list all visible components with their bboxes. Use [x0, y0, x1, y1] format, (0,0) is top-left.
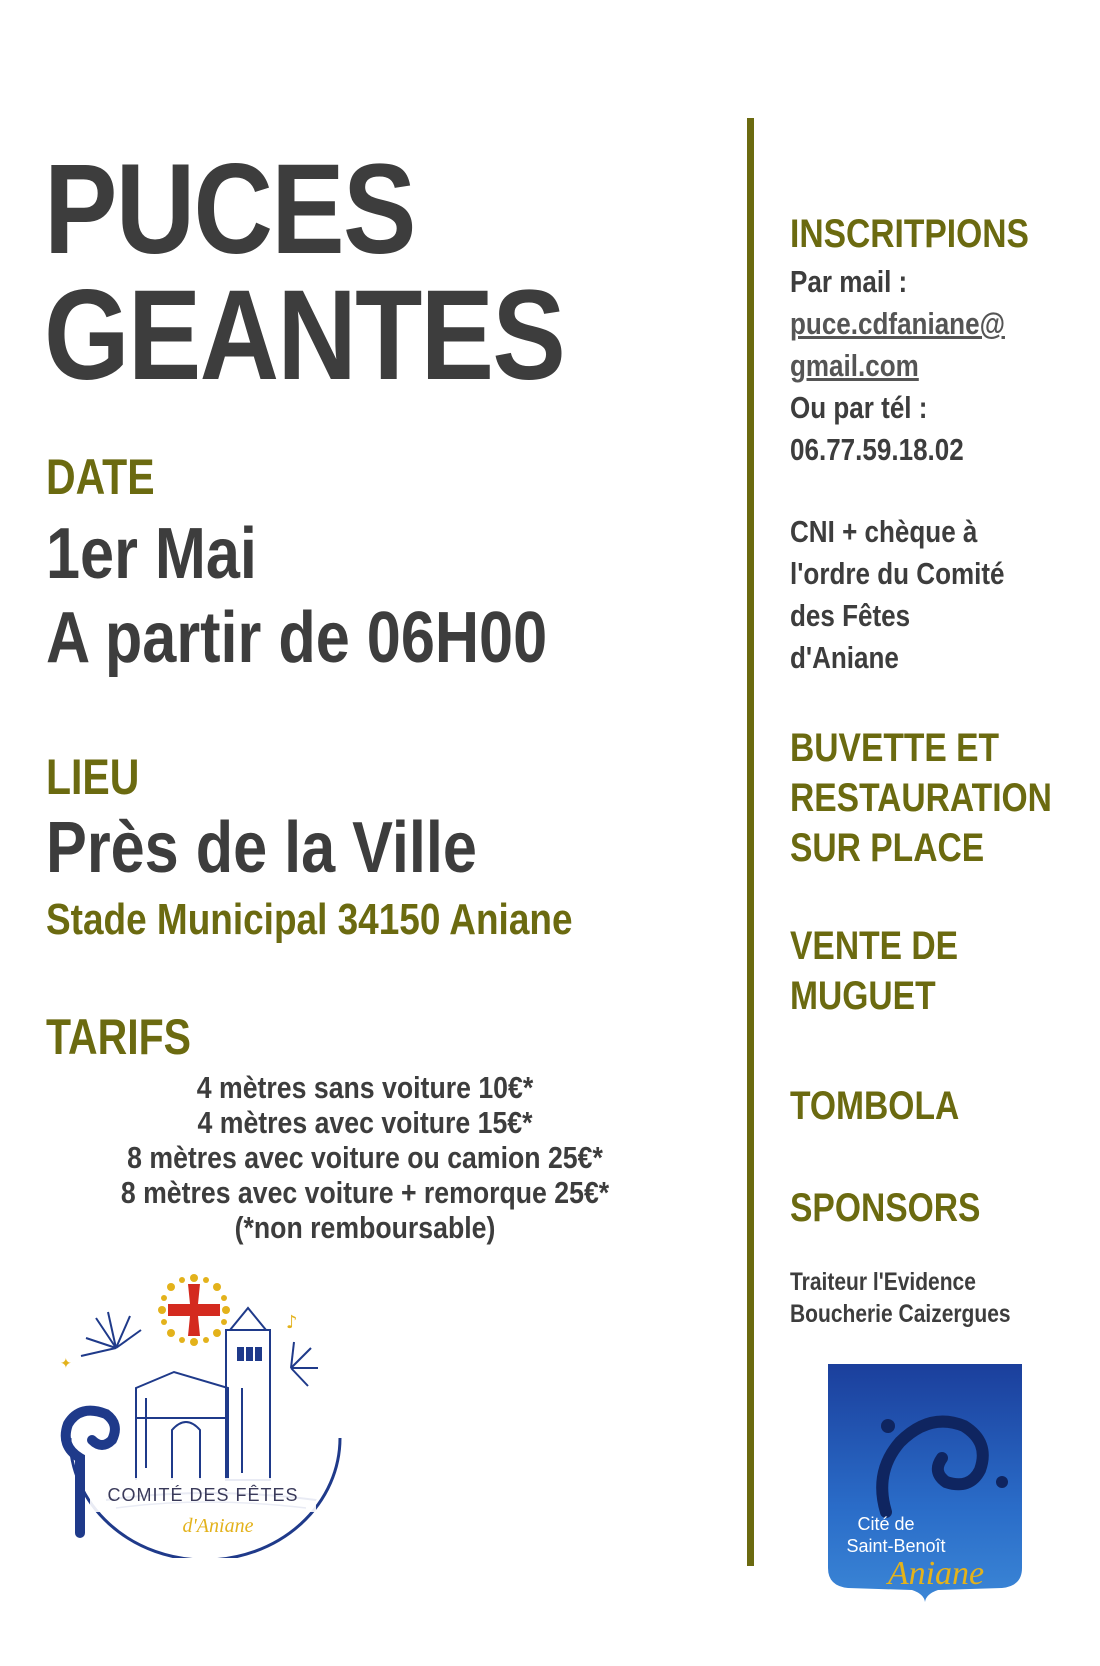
sponsor-item: Traiteur l'Evidence	[790, 1268, 976, 1296]
buvette-heading: RESTAURATION	[790, 776, 1052, 820]
requirement-line: des Fêtes	[790, 598, 911, 633]
tarif-item: 4 mètres avec voiture 15€*	[197, 1105, 533, 1140]
date-time: A partir de 06H00	[46, 598, 548, 678]
tarif-item: 8 mètres avec voiture + remorque 25€*	[120, 1175, 610, 1210]
tarif-item: 4 mètres sans voiture 10€*	[196, 1070, 534, 1105]
date-heading: DATE	[46, 449, 155, 505]
aniane-logo-text-2: Saint-Benoît	[846, 1536, 946, 1556]
tarifs-heading: TARIFS	[46, 1009, 192, 1065]
requirement-line: l'ordre du Comité	[790, 556, 1005, 591]
aniane-city-logo	[826, 1362, 1024, 1602]
tarif-item: 8 mètres avec voiture ou camion 25€*	[127, 1140, 603, 1175]
comite-logo-script: d'Aniane	[182, 1515, 254, 1537]
crozier-icon	[66, 1411, 115, 1533]
occitan-cross-icon	[158, 1274, 230, 1346]
buvette-heading: SUR PLACE	[790, 826, 985, 870]
sponsors-heading: SPONSORS	[790, 1186, 981, 1230]
church-icon	[136, 1308, 270, 1480]
mail-label: Par mail :	[790, 264, 908, 299]
comite-des-fetes-logo	[46, 1268, 356, 1558]
fireworks-icon	[81, 1312, 318, 1386]
inscriptions-heading: INSCRITPIONS	[790, 212, 1029, 256]
vente-heading: MUGUET	[790, 974, 936, 1018]
title-line-2: GEANTES	[44, 264, 565, 407]
date-day: 1er Mai	[46, 514, 257, 594]
vente-heading: VENTE DE	[790, 924, 959, 968]
email-link-part2[interactable]: gmail.com	[790, 348, 919, 383]
requirement-line: CNI + chèque à	[790, 514, 978, 549]
comite-logo-text: COMITÉ DES FÊTES	[107, 1485, 299, 1505]
tarifs-list	[60, 1070, 670, 1245]
phone-number: 06.77.59.18.02	[790, 432, 964, 467]
svg-text:✦: ✦	[60, 1356, 72, 1372]
tarif-note: (*non remboursable)	[234, 1210, 496, 1245]
svg-text:♪: ♪	[286, 1312, 298, 1333]
tel-label: Ou par tél :	[790, 390, 928, 425]
aniane-logo-text-3: Aniane	[887, 1555, 985, 1592]
aniane-logo-text-1: Cité de	[857, 1514, 915, 1534]
tombola-heading: TOMBOLA	[790, 1084, 960, 1128]
sponsor-item: Boucherie Caizergues	[790, 1300, 1011, 1328]
lieu-heading: LIEU	[46, 749, 140, 805]
buvette-heading: BUVETTE ET	[790, 726, 1000, 770]
title-line-1: PUCES	[44, 138, 415, 281]
lieu-name: Près de la Ville	[46, 808, 477, 888]
email-link-part1[interactable]: puce.cdfaniane@	[790, 306, 1005, 341]
column-divider	[747, 118, 754, 1566]
requirement-line: d'Aniane	[790, 640, 899, 675]
lieu-address: Stade Municipal 34150 Aniane	[46, 895, 573, 944]
